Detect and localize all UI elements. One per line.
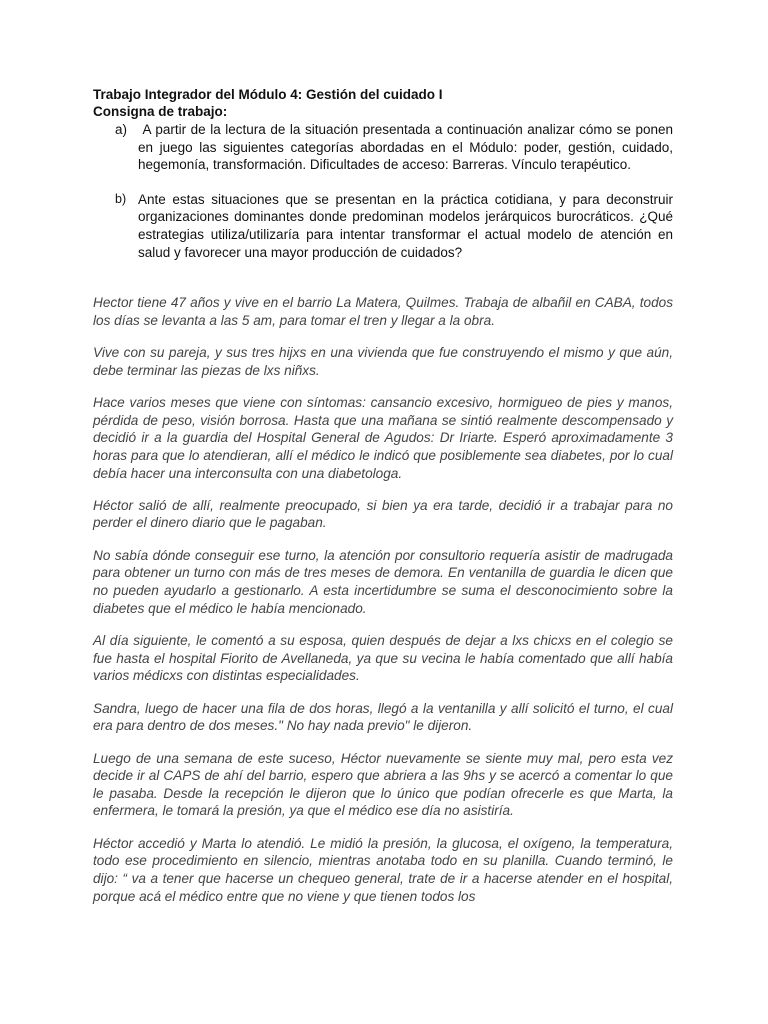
story-paragraph: Hace varios meses que viene con síntomas: cansancio excesivo, hormigueo de pies y manos, pérdida de peso, visión borrosa. Hasta que una mañana se sintió realmente descompensado y decidió ir a la guardia del Hospital General de Agudos: Dr Iriarte. Esperó aproximadamente 3 horas para que lo atendieran, allí el médico le indicó que posiblemente sea diabetes, por lo cual debía hacer una interconsulta con una diabetologa.	[93, 395, 673, 481]
document-title: Trabajo Integrador del Módulo 4: Gestión del cuidado I	[93, 87, 443, 102]
task-item-b	[93, 191, 673, 261]
task-marker-a: a)	[115, 122, 128, 137]
story-paragraph: Sandra, luego de hacer una fila de dos horas, llegó a la ventanilla y allí solicitó el turno, el cual era para dentro de dos meses." No hay nada previo" le dijeron.	[93, 700, 673, 734]
case-story	[93, 294, 673, 905]
task-text-b: Ante estas situaciones que se presentan en la práctica cotidiana, y para deconstruir organizaciones dominantes donde predominan modelos jerárquicos burocráticos. ¿Qué estrategias utiliza/utilizaría para intentar transformar el actual modelo de atención en salud y favorecer una mayor producción de cuidados?	[138, 191, 673, 260]
story-paragraph: Héctor salió de allí, realmente preocupado, si bien ya era tarde, decidió ir a trabajar para no perder el dinero diario que le pagaban.	[93, 497, 673, 531]
story-paragraph: Al día siguiente, le comentó a su esposa, quien después de dejar a lxs chicxs en el colegio se fue hasta el hospital Fiorito de Avellaneda, ya que su vecina le había comentado que allí había varios médicxs con distintas especialidades.	[93, 633, 673, 684]
story-paragraph: Vive con su pareja, y sus tres hijxs en una vivienda que fue construyendo el mismo y que aún, debe terminar las piezas de lxs niñxs.	[93, 345, 673, 378]
task-item-a	[93, 121, 677, 174]
task-marker-b: b)	[115, 191, 127, 206]
document-page	[93, 86, 677, 920]
assignment-heading: Consigna de trabajo:	[93, 104, 228, 119]
story-paragraph: No sabía dónde conseguir ese turno, la atención por consultorio requería asistir de madrugada para obtener un turno con más de tres meses de demora. En ventanilla de guardia le dicen que no pueden ayudarlo a gestionarlo. A esta incertidumbre se suma el desconocimiento sobre la diabetes que el médico le había mencionado.	[93, 547, 673, 616]
story-paragraph: Hector tiene 47 años y vive en el barrio La Matera, Quilmes. Trabaja de albañil en CABA, todos los días se levanta a las 5 am, para tomar el tren y llegar a la obra.	[93, 295, 673, 328]
task-text-a: A partir de la lectura de la situación presentada a continuación analizar cómo se ponen en juego las siguientes categorías abordadas en el Módulo: poder, gestión, cuidado, hegemonía, transformación. Dificultades de acceso: Barreras. Vínculo terapéutico.	[138, 122, 677, 173]
story-paragraph: Héctor accedió y Marta lo atendió. Le midió la presión, la glucosa, el oxígeno, la temperatura, todo ese procedimiento en silencio, mientras anotaba todo en su planilla. Cuando terminó, le dijo: “ va a tener que hacerse un chequeo general, trate de ir a hacerse atender en el hospital, porque acá el médico entre que no viene y que tienen todos los	[93, 835, 673, 904]
task-list	[93, 121, 677, 261]
story-paragraph: Luego de una semana de este suceso, Héctor nuevamente se siente muy mal, pero esta vez decide ir al CAPS de ahí del barrio, espero que abriera a las 9hs y se acercó a comentar lo que le pasaba. Desde la recepción le dijeron que lo único que podían ofrecerle es que Marta, la enfermera, le tomará la presión, ya que el médico ese día no asistiría.	[93, 750, 673, 819]
